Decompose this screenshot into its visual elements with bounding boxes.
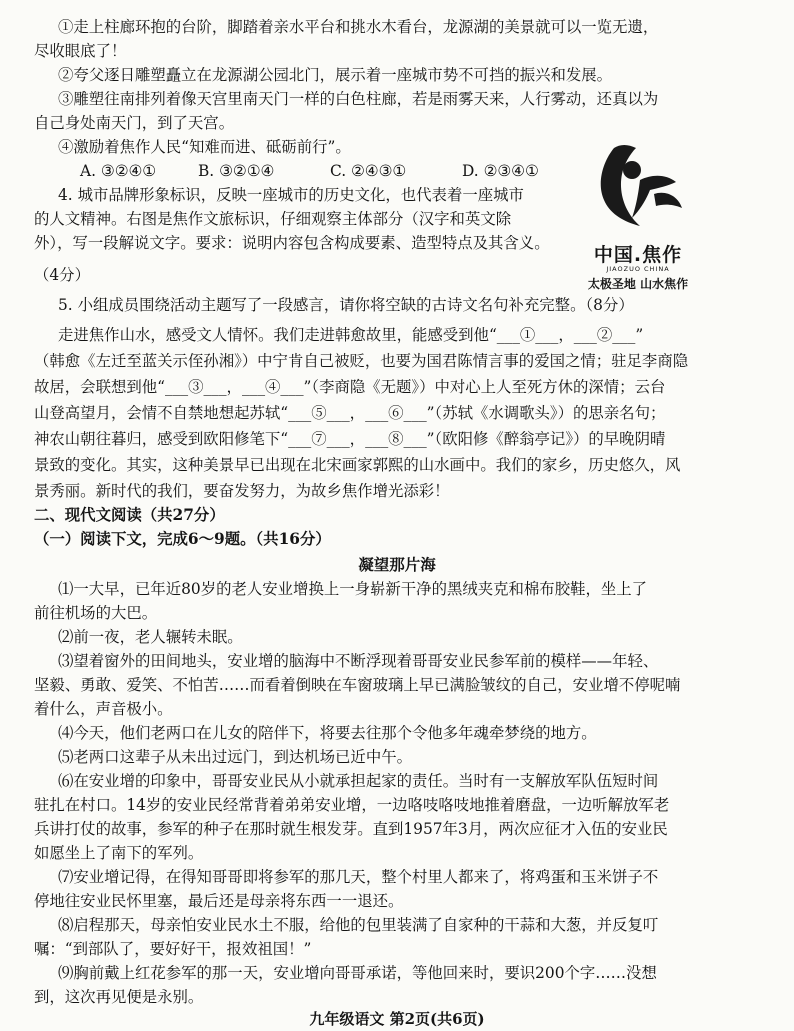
para-1-line-2: 前往机场的大巴。 (34, 604, 158, 622)
para-1-line-1: ⑴一大早，已年近80岁的老人安业增换上一身崭新干净的黑绒夹克和棉布胶鞋，坐上了 (58, 580, 648, 598)
section-2-heading: 二、现代文阅读（共27分） (34, 506, 225, 524)
para-6-line-3: 兵讲打仗的故事，参军的种子在那时就生根发芽。直到1957年3月，两次应征才入伍的安业民 (34, 820, 668, 838)
option-1-line-2: 尽收眼底了！ (34, 42, 127, 60)
q5-line-5: 神农山朝往暮归，感受到欧阳修笔下“___⑦___，___⑧___”（欧阳修《醉翁亭记》）的早晚阴晴 (34, 430, 666, 448)
para-9-line-2: 到，这次再见便是永别。 (34, 988, 204, 1006)
logo-chinese-name: 中国.焦作 (593, 244, 683, 266)
option-1-line-1: ①走上柱廊环抱的台阶，脚踏着亲水平台和挑水木看台，龙源湖的美景就可以一览无遗， (58, 18, 659, 36)
para-2: ⑵前一夜，老人辗转未眠。 (58, 628, 243, 646)
choice-d: D. ②③④① (462, 162, 539, 180)
choice-b: B. ③②①④ (198, 162, 275, 180)
subsection-1-heading: （一）阅读下文，完成6～9题。（共16分） (34, 530, 331, 548)
q5-line-2: （韩愈《左迁至蓝关示侄孙湘》）中宁肯自己被贬，也要为国君陈情言事的爱国之情；驻足李商隐 (34, 352, 689, 370)
para-6-line-1: ⑹在安业增的印象中，哥哥安业民从小就承担起家的责任。当时有一支解放军队伍短时间 (58, 772, 659, 790)
logo-slogan: 太极圣地 山水焦作 (587, 277, 689, 291)
para-6-line-2: 驻扎在村口。14岁的安业民经常背着弟弟安业增，一边咯吱咯吱地推着磨盘，一边听解放军老 (34, 796, 670, 814)
q4-score: （4分） (34, 266, 90, 284)
choice-c: C. ②④③① (330, 162, 407, 180)
para-4: ⑷今天，他们老两口在儿女的陪伴下，将要去往那个令他多年魂牵梦绕的地方。 (58, 724, 597, 742)
para-3-line-2: 坚毅、勇敢、爱笑、不怕苦……而看着倒映在车窗玻璃上早已满脸皱纹的自己，安业增不停呢喃 (34, 676, 681, 694)
q4-line-2: 的人文精神。右图是焦作文旅标识，仔细观察主体部分（汉字和英文除 (34, 210, 512, 228)
q5-line-4: 山登高望月，会情不自禁地想起苏轼“___⑤___，___⑥___”（苏轼《水调歌头》）的思亲名句； (34, 404, 666, 422)
option-2: ②夸父逐日雕塑矗立在龙源湖公园北门，展示着一座城市势不可挡的振兴和发展。 (58, 66, 613, 84)
para-8-line-1: ⑻启程那天，母亲怕安业民水土不服，给他的包里装满了自家种的干蒜和大葱，并反复叮 (58, 916, 659, 934)
para-6-line-4: 如愿坐上了南下的军列。 (34, 844, 204, 862)
para-3-line-3: 着什么，声音极小。 (34, 700, 173, 718)
para-8-line-2: 嘱：“到部队了，要好好干，报效祖国！” (34, 940, 312, 958)
option-3-line-2: 自己身处南天门，到了天宫。 (34, 114, 235, 132)
para-9-line-1: ⑼胸前戴上红花参军的那一天，安业增向哥哥承诺，等他回来时，要识200个字……没想 (58, 964, 657, 982)
q5-line-6: 景致的变化。其实，这种美景早已出现在北宋画家郭熙的山水画中。我们的家乡，历史悠久，风 (34, 456, 681, 474)
option-3-line-1: ③雕塑往南排列着像天宫里南天门一样的白色柱廊，若是雨雾天来，人行雾动，还真以为 (58, 90, 659, 108)
choice-a: A. ③②④① (80, 162, 157, 180)
q4-line-1: 4. 城市品牌形象标识，反映一座城市的历史文化，也代表着一座城市 (58, 186, 524, 204)
para-5: ⑸老两口这辈子从未出过远门，到达机场已近中午。 (58, 748, 412, 766)
q5-line-3: 故居，会联想到他“___③___，___④___”（李商隐《无题》）中对心上人至死方休的深情；云台 (34, 378, 666, 396)
para-7-line-1: ⑺安业增记得，在得知哥哥即将参军的那几天，整个村里人都来了，将鸡蛋和玉米饼子不 (58, 868, 659, 886)
article-title: 凝望那片海 (358, 555, 436, 574)
logo-english-name: JIAOZUO CHINA (606, 265, 670, 273)
para-3-line-1: ⑶望着窗外的田间地头，安业增的脑海中不断浮现着哥哥安业民参军前的模样——年轻、 (58, 652, 659, 670)
q5-prompt: 5. 小组成员围绕活动主题写了一段感言，请你将空缺的古诗文名句补充完整。（8分） (58, 296, 634, 314)
taichi-figure-icon (574, 130, 702, 240)
page-footer: 九年级语文 第2页(共6页) (309, 1010, 485, 1028)
q5-line-7: 景秀丽。新时代的我们，要奋发努力，为故乡焦作增光添彩！ (34, 482, 450, 500)
para-7-line-2: 停地往安业民怀里塞，最后还是母亲将东西一一退还。 (34, 892, 404, 910)
q5-line-1: 走进焦作山水，感受文人情怀。我们走进韩愈故里，能感受到他“___①___，___②___” (58, 326, 644, 344)
jiaozuo-tourism-logo (574, 130, 702, 294)
q4-line-3: 外），写一段解说文字。要求：说明内容包含构成要素、造型特点及其含义。 (34, 234, 550, 252)
option-4: ④激励着焦作人民“知难而进、砥砺前行”。 (58, 138, 351, 156)
